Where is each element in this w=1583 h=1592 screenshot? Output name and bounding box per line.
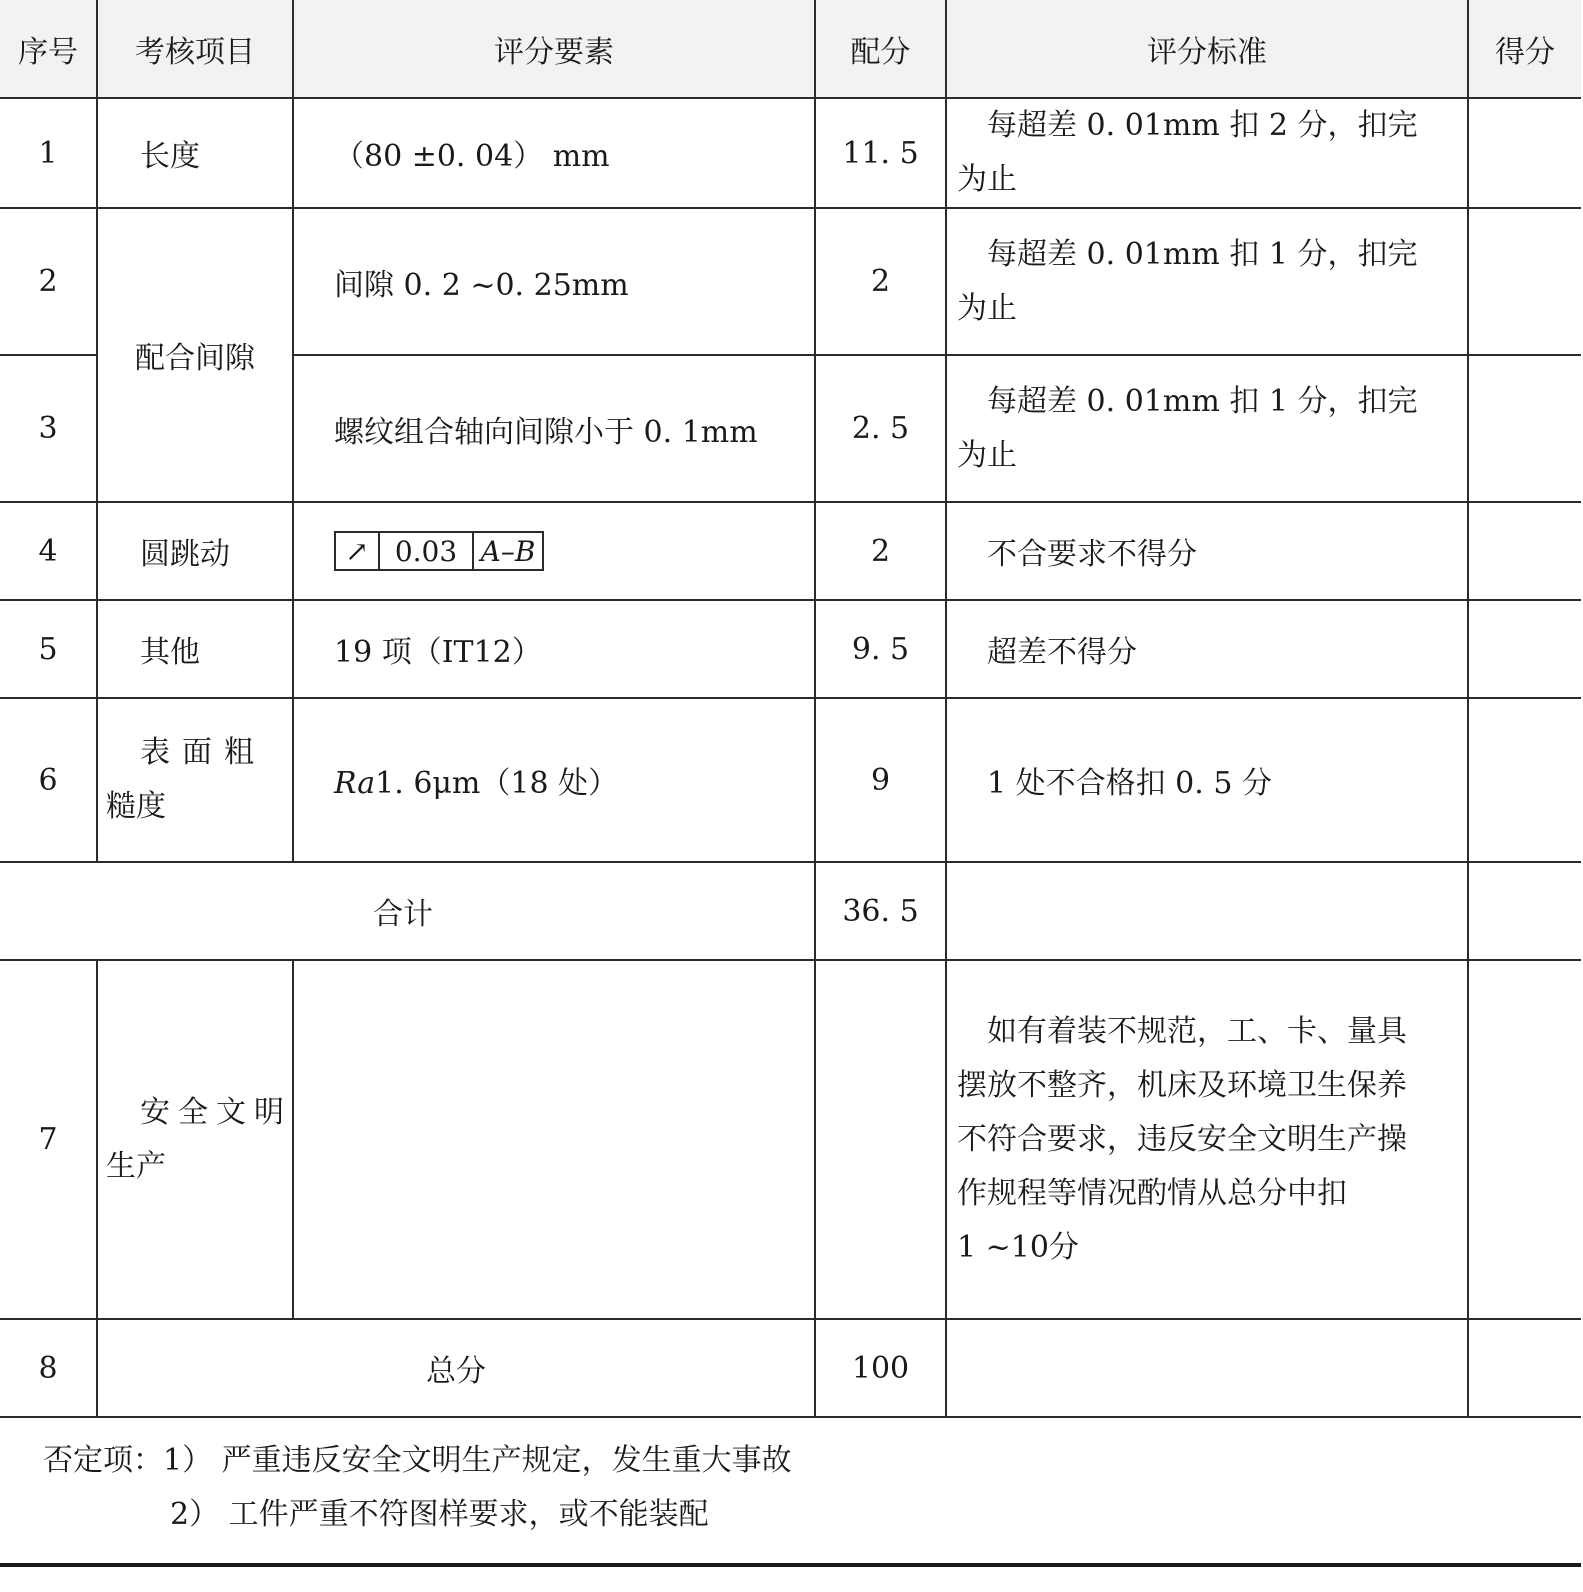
subtotal-row	[0, 862, 1581, 960]
subtotal-points: 36. 5	[815, 862, 946, 960]
row-no: 8	[0, 1319, 97, 1417]
row-criterion	[946, 98, 1468, 208]
roughness-symbol: Ra	[334, 766, 376, 801]
datum-reference: A–B	[480, 534, 536, 568]
row-item-merged: 配合间隙	[97, 208, 293, 502]
item-line: 糙度	[106, 789, 166, 824]
header-element: 评分要素	[293, 0, 815, 98]
row-criterion	[946, 355, 1468, 502]
row-score	[1468, 600, 1581, 698]
roughness-value: 1. 6μm（18 处）	[375, 766, 619, 801]
veto-item-2: 2） 工件严重不符图样要求，或不能装配	[170, 1497, 709, 1532]
criterion-line: 每超差 0. 01mm 扣 1 分，扣完	[987, 383, 1418, 419]
row-element: 螺纹组合轴向间隙小于 0. 1mm	[293, 355, 815, 502]
item-line: 安全文明	[140, 1094, 292, 1130]
veto-item-1: 否定项：1） 严重违反安全文明生产规定，发生重大事故	[43, 1443, 792, 1478]
row-points: 2	[815, 208, 946, 355]
header-item: 考核项目	[97, 0, 293, 98]
item-line: 生产	[106, 1148, 166, 1184]
row-element	[293, 960, 815, 1319]
row-criterion	[946, 208, 1468, 355]
criterion-line: 1 ~10分	[957, 1229, 1079, 1265]
row-element: 19 项（IT12）	[293, 600, 815, 698]
row-no: 6	[0, 698, 97, 862]
criterion-line: 每超差 0. 01mm 扣 2 分，扣完	[987, 108, 1418, 143]
row-item	[97, 698, 293, 862]
row-no: 2	[0, 208, 97, 355]
row-score	[1468, 698, 1581, 862]
row-points: 2. 5	[815, 355, 946, 502]
row-points	[815, 960, 946, 1319]
row-criterion: 不合要求不得分	[946, 502, 1468, 600]
criterion-line: 为止	[957, 290, 1017, 326]
total-label: 总分	[97, 1319, 815, 1417]
table-row	[0, 960, 1581, 1319]
row-score	[1468, 355, 1581, 502]
row-item: 其他	[97, 600, 293, 698]
row-item: 圆跳动	[97, 502, 293, 600]
runout-tolerance-frame	[334, 531, 544, 571]
table-row	[0, 600, 1581, 698]
total-points: 100	[815, 1319, 946, 1417]
row-item	[97, 960, 293, 1319]
row-score	[1468, 960, 1581, 1319]
row-points: 2	[815, 502, 946, 600]
row-no: 3	[0, 355, 97, 502]
veto-items-note	[0, 1403, 1581, 1567]
row-element	[293, 698, 815, 862]
row-no: 1	[0, 98, 97, 208]
row-no: 7	[0, 960, 97, 1319]
table-row	[0, 698, 1581, 862]
subtotal-label: 合计	[0, 862, 815, 960]
table-row	[0, 208, 1581, 355]
criterion-line: 不符合要求，违反安全文明生产操	[957, 1121, 1407, 1157]
row-no: 4	[0, 502, 97, 600]
table-row	[0, 98, 1581, 208]
row-no: 5	[0, 600, 97, 698]
criterion-line: 作规程等情况酌情从总分中扣	[957, 1175, 1347, 1211]
header-points: 配分	[815, 0, 946, 98]
header-no: 序号	[0, 0, 97, 98]
row-criterion	[946, 960, 1468, 1319]
criterion-line: 为止	[957, 437, 1017, 473]
header-criterion: 评分标准	[946, 0, 1468, 98]
criterion-line: 每超差 0. 01mm 扣 1 分，扣完	[987, 236, 1418, 272]
item-line: 表面粗	[140, 735, 266, 770]
row-element: （80 ±0. 04） mm	[293, 98, 815, 208]
row-points: 9	[815, 698, 946, 862]
tolerance-value: 0.03	[380, 533, 474, 569]
row-item: 长度	[97, 98, 293, 208]
row-element: 间隙 0. 2 ~0. 25mm	[293, 208, 815, 355]
row-criterion: 超差不得分	[946, 600, 1468, 698]
row-score	[1468, 502, 1581, 600]
runout-arrow-icon: ↗	[336, 533, 380, 569]
header-row	[0, 0, 1581, 98]
criterion-line: 摆放不整齐，机床及环境卫生保养	[957, 1067, 1407, 1103]
row-element	[293, 502, 815, 600]
criterion-line: 如有着装不规范，工、卡、量具	[987, 1013, 1407, 1049]
subtotal-score	[1468, 862, 1581, 960]
criterion-line: 为止	[957, 162, 1017, 197]
row-score	[1468, 98, 1581, 208]
table-row	[0, 502, 1581, 600]
row-points: 11. 5	[815, 98, 946, 208]
header-score: 得分	[1468, 0, 1581, 98]
subtotal-criterion	[946, 862, 1468, 960]
row-points: 9. 5	[815, 600, 946, 698]
row-score	[1468, 208, 1581, 355]
row-criterion: 1 处不合格扣 0. 5 分	[946, 698, 1468, 862]
